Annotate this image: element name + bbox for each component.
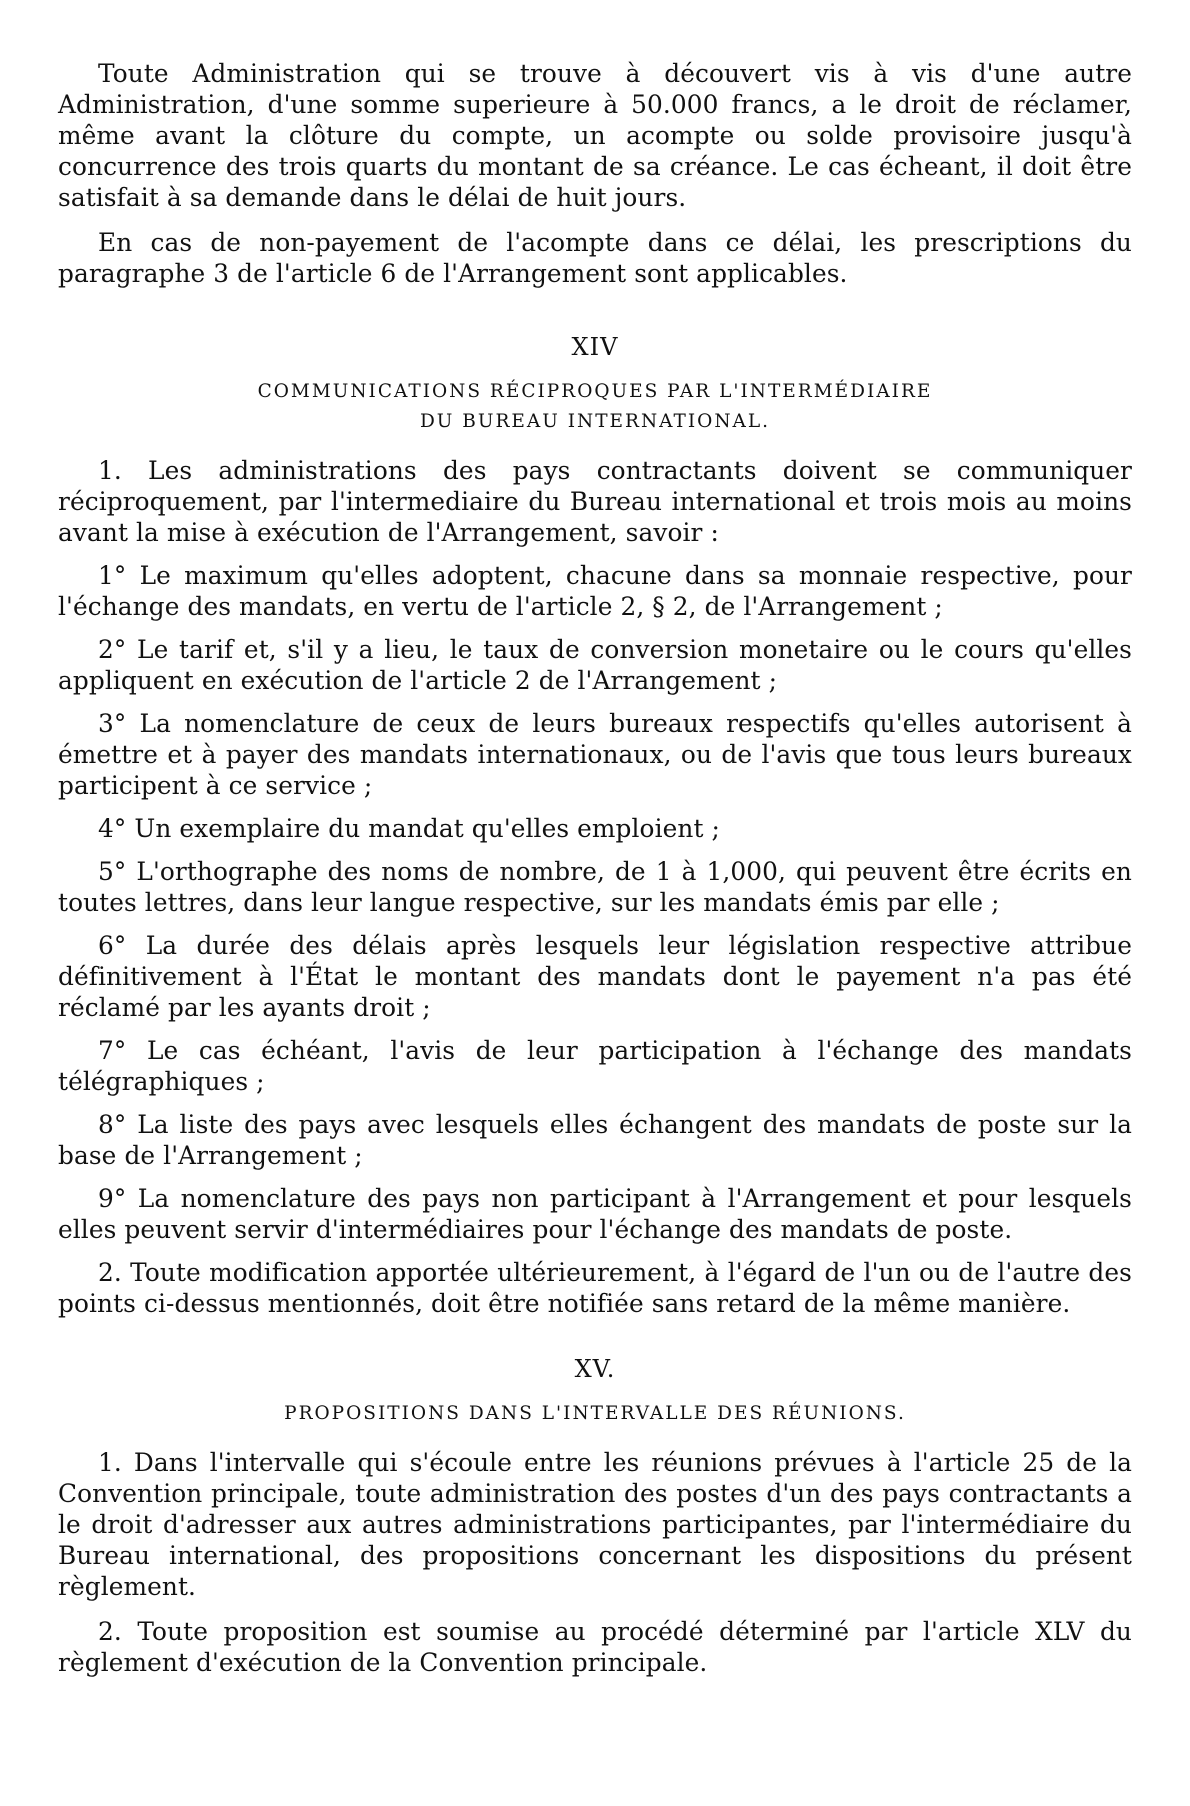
section-xv-heading: PROPOSITIONS DANS L'INTERVALLE DES RÉUNIONS. (284, 1403, 906, 1424)
section-xiv-item-1: 1° Le maximum qu'elles adoptent, chacune dans sa monnaie respective, pour l'échange des mandats, en vertu de l'article 2, § 2, de l'Arrangement ; (58, 561, 1132, 621)
section-xiv-heading (58, 377, 1132, 437)
section-xv-numeral: XV. (574, 1355, 616, 1383)
section-xiv-heading-line-2: DU BUREAU INTERNATIONAL. (419, 411, 771, 432)
section-xiv-item-3: 3° La nomenclature de ceux de leurs bureaux respectifs qu'elles autorisent à émettre et à payer des mandats internationaux, ou de l'avis que tous leurs bureaux participent à ce service ; (58, 709, 1132, 800)
section-xiv-item-2: 2° Le tarif et, s'il y a lieu, le taux de conversion monetaire ou le cours qu'elles appliquent en exécution de l'article 2 de l'Arrangement ; (58, 635, 1132, 695)
section-xiv-item-8: 8° La liste des pays avec lesquels elles échangent des mandats de poste sur la base de l'Arrangement ; (58, 1110, 1132, 1170)
section-xiv-paragraph-2: 2. Toute modification apportée ultérieurement, à l'égard de l'un ou de l'autre des points ci-dessus mentionnés, doit être notifiée sans retard de la même manière. (58, 1258, 1132, 1318)
section-xiv-paragraph-1: 1. Les administrations des pays contractants doivent se communiquer réciproquement, par l'intermediaire du Bureau international et trois mois au moins avant la mise à exécution de l'Arrangement, savoir : (58, 456, 1132, 547)
section-xiv-item-4: 4° Un exemplaire du mandat qu'elles emploient ; (98, 814, 720, 843)
intro-paragraph-2: En cas de non-payement de l'acompte dans ce délai, les prescriptions du paragraphe 3 de l'article 6 de l'Arrangement sont applicables. (58, 228, 1132, 288)
section-xv-paragraph-1: 1. Dans l'intervalle qui s'écoule entre les réunions prévues à l'article 25 de la Convention principale, toute administration des postes d'un des pays contractants a le droit d'adresser aux autres administrations participantes, par l'intermédiaire du Bureau international, des propositions concernant les dispositions du présent règlement. (58, 1448, 1132, 1601)
section-xiv-item-5: 5° L'orthographe des noms de nombre, de 1 à 1,000, qui peuvent être écrits en toutes lettres, dans leur langue respective, sur les mandats émis par elle ; (58, 857, 1132, 917)
section-xiv-numeral: XIV (571, 333, 619, 361)
section-xiv-item-7: 7° Le cas échéant, l'avis de leur participation à l'échange des mandats télégraphiques ; (58, 1036, 1132, 1096)
section-xv-paragraph-2: 2. Toute proposition est soumise au procédé déterminé par l'article XLV du règlement d'exécution de la Convention principale. (58, 1617, 1132, 1677)
section-xiv-item-6: 6° La durée des délais après lesquels leur législation respective attribue définitivement à l'État le montant des mandats dont le payement n'a pas été réclamé par les ayants droit ; (58, 931, 1132, 1022)
section-xiv-item-9: 9° La nomenclature des pays non participant à l'Arrangement et pour lesquels elles peuvent servir d'intermédiaires pour l'échange des mandats de poste. (58, 1184, 1132, 1244)
section-xiv-heading-line-1: COMMUNICATIONS RÉCIPROQUES PAR L'INTERMÉDIAIRE (257, 381, 933, 402)
intro-paragraph-1: Toute Administration qui se trouve à découvert vis à vis d'une autre Administration, d'une somme superieure à 50.000 francs, a le droit de réclamer, même avant la clôture du compte, un acompte ou solde provisoire jusqu'à concurrence des trois quarts du montant de sa créance. Le cas écheant, il doit être satisfait à sa demande dans le délai de huit jours. (58, 59, 1132, 212)
